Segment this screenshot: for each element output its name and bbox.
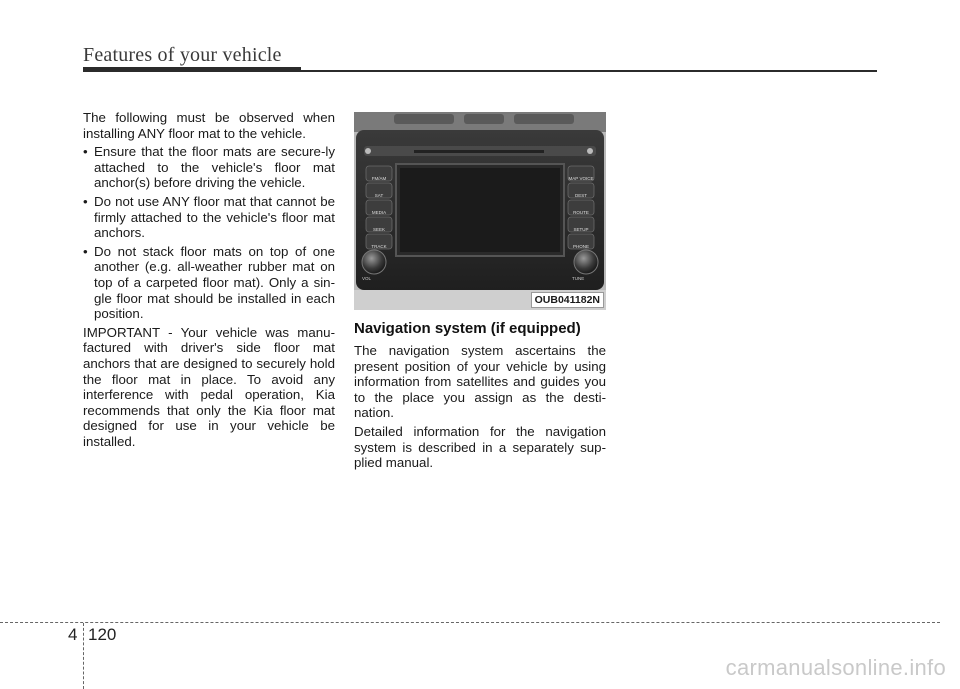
left-column (83, 110, 335, 452)
header-accent-bar (83, 67, 301, 72)
watermark: carmanualsonline.info (725, 655, 946, 680)
section-heading: Navigation system (if equipped) (354, 320, 581, 337)
footer-divider (83, 623, 84, 689)
right-button-labels (568, 170, 594, 255)
floor-mat-bullet-list (83, 144, 335, 322)
button-label: DEST (574, 193, 587, 198)
button-label: MEDIA (371, 210, 387, 215)
bullet-item: • Ensure that the floor mats are secure-ly attached to the vehicle's floor mat anchor(s) before driving the vehicle. (83, 144, 335, 191)
button-label: FM/AM (371, 176, 387, 181)
footer-rule (0, 622, 940, 623)
button-label: SEEK (372, 227, 385, 232)
button-label: MAP VOICE (568, 176, 594, 181)
bullet-item: • Do not stack floor mats on top of one another (e.g. all-weather rubber mat on top of a carpeted floor mat). Only a sin-gle floor mat should be installed in each position. (83, 244, 335, 322)
button-label: PHONE (572, 244, 589, 249)
intro-paragraph: The following must be observed when installing ANY floor mat to the vehicle. (83, 110, 335, 141)
left-button-labels (366, 170, 392, 255)
header-title: Features of your vehicle (83, 44, 282, 66)
page-number: 120 (88, 625, 117, 644)
navigation-paragraph-2: Detailed information for the navigation system is described in a separately sup-plied manual. (354, 423, 606, 471)
chapter-number: 4 (68, 625, 78, 644)
navigation-unit-figure (354, 112, 606, 310)
navigation-paragraph-1: The navigation system ascertains the present position of your vehicle by using information from satellites and guides you to the place you assign as the desti-nation. (354, 343, 606, 421)
button-label: TRACK (371, 244, 387, 249)
button-label: SETUP (573, 227, 589, 232)
knob-label-vol: VOL (362, 276, 372, 281)
knob-label-tune: TUNE (572, 276, 585, 281)
figure-caption: OUB041182N (531, 292, 604, 308)
button-label: ROUTE (573, 210, 589, 215)
right-column (354, 112, 606, 474)
bullet-item: • Do not use ANY floor mat that cannot be firmly attached to the vehicle's floor mat anchors. (83, 194, 335, 241)
button-label: SAT (374, 193, 384, 198)
header-rule (300, 70, 877, 72)
important-paragraph: IMPORTANT - Your vehicle was manu-factured with driver's side floor mat anchors that are designed to securely hold the floor mat in place. To avoid any interference with pedal operation, Kia recommends that only the Kia floor mat designed for use in your vehicle be installed. (83, 324, 335, 449)
